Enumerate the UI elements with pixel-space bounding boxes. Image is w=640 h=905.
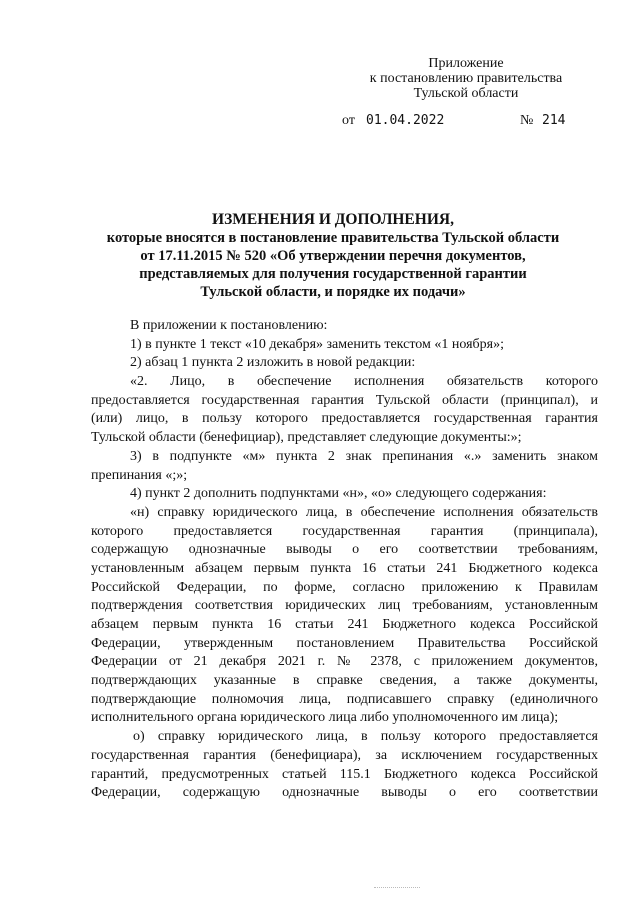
body-line: государственная гарантия (бенефициара), за исключением государственных xyxy=(91,747,598,763)
body-line: которого предоставляется государственная гарантия (принципала), xyxy=(91,523,598,539)
date-number-line xyxy=(342,113,598,131)
appendix-line: Тульской области xyxy=(413,86,519,101)
title-line: которые вносятся в постановление правительства Тульской области xyxy=(106,230,560,246)
title-line: Тульской области, и порядке их подачи» xyxy=(200,284,466,300)
appendix-line: Приложение xyxy=(428,56,504,71)
body-line: (или) лицо, в пользу которого предоставляется государственная гарантия xyxy=(91,411,598,427)
body-line: Тульской области (бенефициар), представляет следующие документы:»; xyxy=(91,430,522,446)
body-line: 1) в пункте 1 текст «10 декабря» заменить текстом «1 ноября»; xyxy=(130,336,504,352)
body-line: подтверждения соответствия юридических лиц требованиям, установленным xyxy=(91,598,598,614)
appendix-header xyxy=(356,56,576,101)
body-line: 3) в подпункте «м» пункта 2 знак препинания «.» заменить знаком xyxy=(130,448,598,464)
document-body xyxy=(91,317,598,803)
body-line: «н) справку юридического лица, в обеспечение исполнения обязательств xyxy=(130,504,598,520)
body-line: установленным абзацем первым пункта 16 статьи 241 Бюджетного кодекса xyxy=(91,560,598,576)
body-line: о) справку юридического лица, в пользу которого предоставляется xyxy=(133,729,598,745)
body-line: содержащую однозначные выводы о его соответствии требованиям, xyxy=(91,542,598,558)
document-title xyxy=(88,211,578,301)
body-line: Федерации, содержащую однозначные выводы о его соответствии xyxy=(91,785,598,801)
title-line: ИЗМЕНЕНИЯ И ДОПОЛНЕНИЯ, xyxy=(212,211,454,228)
body-line: В приложении к постановлению: xyxy=(130,318,328,333)
body-line: исполнительного органа юридического лица либо уполномоченного им лица); xyxy=(91,710,559,726)
body-line: предоставляется государственная гарантия Тульской области (принципал), и xyxy=(91,392,598,408)
title-line: от 17.11.2015 № 520 «Об утверждении перечня документов, xyxy=(140,248,526,264)
resolution-number: 214 xyxy=(542,113,566,128)
body-line: 2) абзац 1 пункта 2 изложить в новой редакции: xyxy=(130,355,416,371)
body-line: 4) пункт 2 дополнить подпунктами «н», «о» следующего содержания: xyxy=(130,486,547,502)
body-line: гарантий, предусмотренных статьей 115.1 Бюджетного кодекса Российской xyxy=(91,766,598,782)
resolution-date: 01.04.2022 xyxy=(366,113,445,128)
body-line: подтверждающие полномочия лица, подписавшего справку (единоличного xyxy=(91,691,598,707)
body-line: абзацем первым пункта 16 статьи 241 Бюджетного кодекса Российской xyxy=(91,617,598,632)
title-line: представляемых для получения государственной гарантии xyxy=(139,266,527,282)
body-line: препинания «;»; xyxy=(91,467,188,483)
appendix-line: к постановлению правительства xyxy=(369,71,563,86)
body-line: Российской Федерации, по форме, согласно приложению к Правилам xyxy=(91,579,598,595)
number-sign: № xyxy=(520,113,534,128)
footer-dotted-mark xyxy=(374,887,420,888)
from-label: от xyxy=(342,113,355,128)
body-line: Федерации от 21 декабря 2021 г. № 2378, с приложением документов, xyxy=(91,654,598,670)
body-line: «2. Лицо, в обеспечение исполнения обязательств которого xyxy=(130,374,598,390)
body-line: подтверждающих указанные в справке сведения, а также документы, xyxy=(91,673,598,689)
body-line: Федерации, утвержденным постановлением Правительства Российской xyxy=(91,635,598,651)
